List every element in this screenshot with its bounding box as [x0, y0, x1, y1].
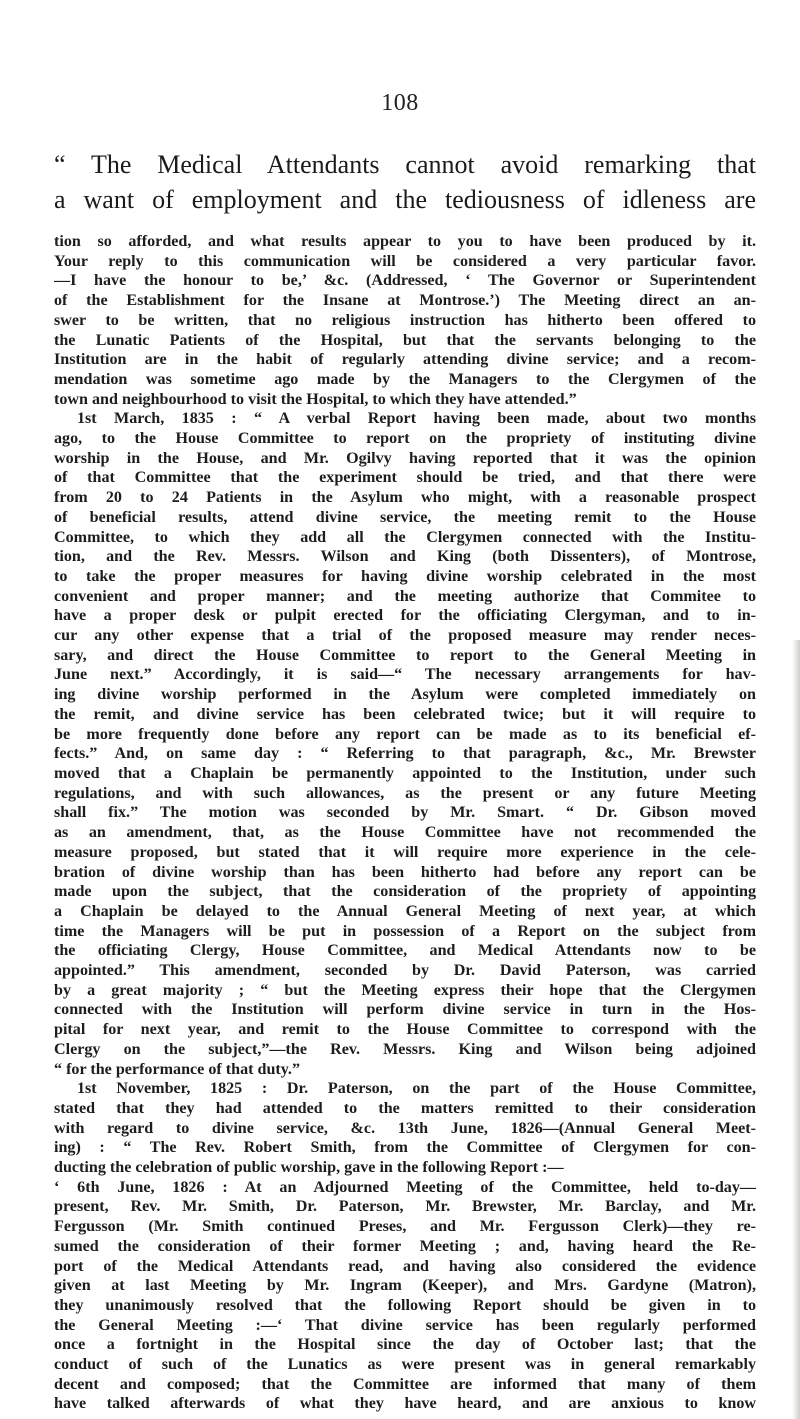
text-line: to take the proper measures for having divine worship celebrated in the most [54, 567, 756, 585]
text-line: of that Committee that the experiment should be tried, and that there were [54, 469, 756, 487]
text-line: mendation was sometime ago made by the Managers to the Clergymen of the [54, 370, 756, 388]
text-line: made upon the subject, that the consideration of the propriety of appointing [54, 883, 756, 901]
text-line: ‘ 6th June, 1826 : At an Adjourned Meeting of the Committee, held to-day— [54, 1178, 756, 1196]
text-line: “ for the performance of that duty.” [54, 1060, 300, 1078]
text-line: connected with the Institution will perform divine service in turn in the Hos- [54, 1001, 756, 1019]
text-line: with regard to divine service, &c. 13th June, 1826—(Annual General Meet- [54, 1119, 756, 1137]
text-line: moved that a Chaplain be permanently appointed to the Institution, under such [54, 764, 756, 782]
text-line: Clergy on the subject,”—the Rev. Messrs. King and Wilson being adjoined [54, 1040, 756, 1058]
text-line: stated that they had attended to the matters remitted to their consideration [54, 1099, 756, 1117]
text-line: the remit, and divine service has been celebrated twice; but it will require to [54, 705, 756, 723]
text-line: shall fix.” The motion was seconded by Mr. Smart. “ Dr. Gibson moved [54, 804, 756, 822]
text-line: bration of divine worship than has been hitherto had before any report can be [54, 863, 756, 881]
text-line: the General Meeting :—‘ That divine service has been regularly performed [54, 1316, 756, 1334]
text-line: 1st March, 1835 : “ A verbal Report having been made, about two months [77, 410, 756, 428]
text-line: ing divine worship performed in the Asylum were completed immediately on [54, 686, 756, 704]
text-line: a Chaplain be delayed to the Annual General Meeting of next year, at which [54, 902, 756, 920]
text-line: June next.” Accordingly, it is said—“ The necessary arrangements for hav- [54, 666, 756, 684]
text-line: the Lunatic Patients of the Hospital, but that the servants belonging to the [54, 331, 756, 349]
text-line: town and neighbourhood to visit the Hospital, to which they have attended.” [54, 390, 577, 408]
text-line: have talked afterwards of what they have heard, and are anxious to know [54, 1395, 756, 1413]
text-line: worship in the House, and Mr. Ogilvy having reported that it was the opinion [54, 449, 756, 467]
page-edge-shadow [792, 640, 800, 1419]
text-line: as an amendment, that, as the House Committee have not recommended the [54, 824, 756, 842]
headline-line: a want of employment and the tediousness of idleness are [54, 185, 756, 214]
quoted-headline [54, 147, 756, 217]
text-line: be more frequently done before any report can be made as to its beneficial ef- [54, 725, 756, 743]
text-line: once a fortnight in the Hospital since the day of October last; that the [54, 1336, 756, 1354]
text-line: regulations, and with such allowances, as the present or any future Meeting [54, 784, 756, 802]
text-line: time the Managers will be put in possession of a Report on the subject from [54, 922, 756, 940]
text-line: by a great majority ; “ but the Meeting express their hope that the Clergymen [54, 981, 756, 999]
text-line: Your reply to this communication will be considered a very particular favor. [54, 252, 756, 270]
text-line: of the Establishment for the Insane at Montrose.’) The Meeting direct an an- [54, 292, 756, 310]
text-line: present, Rev. Mr. Smith, Dr. Paterson, Mr. Brewster, Mr. Barclay, and Mr. [54, 1198, 756, 1216]
text-line: have a proper desk or pulpit erected for the officiating Clergyman, and to in- [54, 607, 756, 625]
text-line: from 20 to 24 Patients in the Asylum who might, with a reasonable prospect [54, 489, 756, 507]
text-line: Institution are in the habit of regularly attending divine service; and a recom- [54, 351, 756, 369]
text-line: decent and composed; that the Committee are informed that many of them [54, 1375, 756, 1393]
text-line: 1st November, 1825 : Dr. Paterson, on the part of the House Committee, [77, 1080, 756, 1098]
body-text [54, 232, 756, 1414]
text-line: ing) : “ The Rev. Robert Smith, from the Committee of Clergymen for con- [54, 1139, 756, 1157]
text-line: fects.” And, on same day : “ Referring to that paragraph, &c., Mr. Brewster [54, 745, 756, 763]
text-line: Fergusson (Mr. Smith continued Preses, and Mr. Fergusson Clerk)—they re- [54, 1218, 756, 1236]
text-line: sary, and direct the House Committee to report to the General Meeting in [54, 646, 756, 664]
text-line: —I have the honour to be,’ &c. (Addressed, ‘ The Governor or Superintendent [54, 272, 756, 290]
text-line: tion, and the Rev. Messrs. Wilson and King (both Dissenters), of Montrose, [54, 548, 756, 566]
text-line: conduct of such of the Lunatics as were present was in general remarkably [54, 1356, 756, 1374]
text-line: swer to be written, that no religious instruction has hitherto been offered to [54, 311, 756, 329]
text-line: measure proposed, but stated that it will require more experience in the cele- [54, 843, 756, 861]
text-line: convenient and proper manner; and the meeting authorize that Commitee to [54, 587, 756, 605]
headline-line: “ The Medical Attendants cannot avoid remarking that [54, 150, 756, 179]
text-line: tion so afforded, and what results appear to you to have been produced by it. [54, 233, 756, 250]
text-line: appointed.” This amendment, seconded by Dr. David Paterson, was carried [54, 962, 756, 980]
text-line: the officiating Clergy, House Committee, and Medical Attendants now to be [54, 942, 756, 960]
text-line: Committee, to which they add all the Clergymen connected with the Institu- [54, 528, 756, 546]
page-number: 108 [381, 90, 419, 116]
text-line: pital for next year, and remit to the House Committee to correspond with the [54, 1021, 756, 1039]
text-line: ago, to the House Committee to report on the propriety of instituting divine [54, 430, 756, 448]
text-line: ducting the celebration of public worship, gave in the following Report :— [54, 1159, 564, 1177]
text-line: given at last Meeting by Mr. Ingram (Keeper), and Mrs. Gardyne (Matron), [54, 1277, 756, 1295]
text-line: of beneficial results, attend divine service, the meeting remit to the House [54, 508, 756, 526]
text-line: port of the Medical Attendants read, and having also considered the evidence [54, 1257, 756, 1275]
text-line: sumed the consideration of their former Meeting ; and, having heard the Re- [54, 1237, 756, 1255]
text-line: cur any other expense that a trial of the proposed measure may render neces- [54, 627, 756, 645]
text-line: they unanimously resolved that the following Report should be given in to [54, 1296, 756, 1314]
